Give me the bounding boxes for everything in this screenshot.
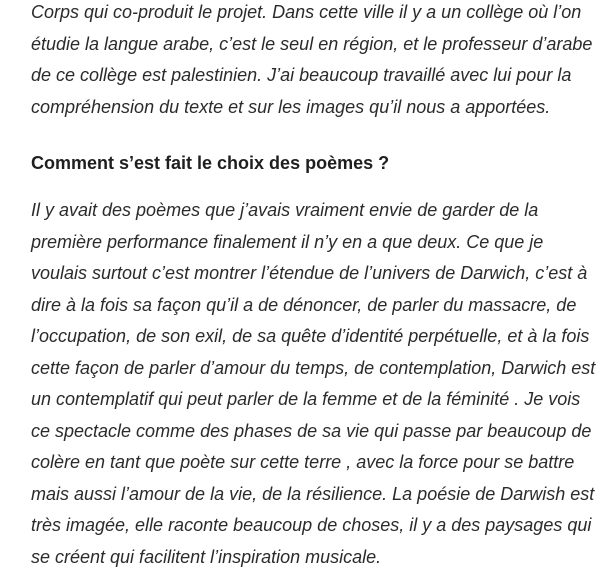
paragraph-line: première performance finalement il n’y en a que deux. Ce que je xyxy=(31,227,591,259)
paragraph-line: voulais surtout c’est montrer l’étendue de l’univers de Darwich, c’est à xyxy=(31,258,591,290)
paragraph-line: Corps qui co-produit le projet. Dans cette ville il y a un collège où l’on xyxy=(31,0,591,29)
paragraph-line: se créent qui facilitent l’inspiration musicale. xyxy=(31,542,591,573)
paragraph-line: ce spectacle comme des phases de sa vie qui passe par beaucoup de xyxy=(31,416,591,448)
paragraph-line: étudie la langue arabe, c’est le seul en région, et le professeur d’arabe xyxy=(31,29,591,61)
paragraph-line: mais aussi l’amour de la vie, de la résilience. La poésie de Darwish est xyxy=(31,479,591,511)
paragraph-line: cette façon de parler d’amour du temps, de contemplation, Darwich est xyxy=(31,353,591,385)
paragraph-line: colère en tant que poète sur cette terre , avec la force pour se battre xyxy=(31,447,591,479)
paragraph-line: un contemplatif qui peut parler de la femme et de la féminité . Je vois xyxy=(31,384,591,416)
paragraph-line: très imagée, elle raconte beaucoup de choses, il y a des paysages qui xyxy=(31,510,591,542)
intro-paragraph xyxy=(31,0,591,123)
paragraph-line: Il y avait des poèmes que j’avais vraiment envie de garder de la xyxy=(31,195,591,227)
interview-question: Comment s’est fait le choix des poèmes ? xyxy=(31,149,591,177)
answer-paragraph xyxy=(31,195,591,573)
paragraph-line: de ce collège est palestinien. J’ai beaucoup travaillé avec lui pour la xyxy=(31,60,591,92)
paragraph-line: compréhension du texte et sur les images qu’il nous a apportées. xyxy=(31,92,591,124)
paragraph-line: l’occupation, de son exil, de sa quête d’identité perpétuelle, et à la fois xyxy=(31,321,591,353)
article-body xyxy=(31,0,591,573)
paragraph-line: dire à la fois sa façon qu’il a de dénoncer, de parler du massacre, de xyxy=(31,290,591,322)
